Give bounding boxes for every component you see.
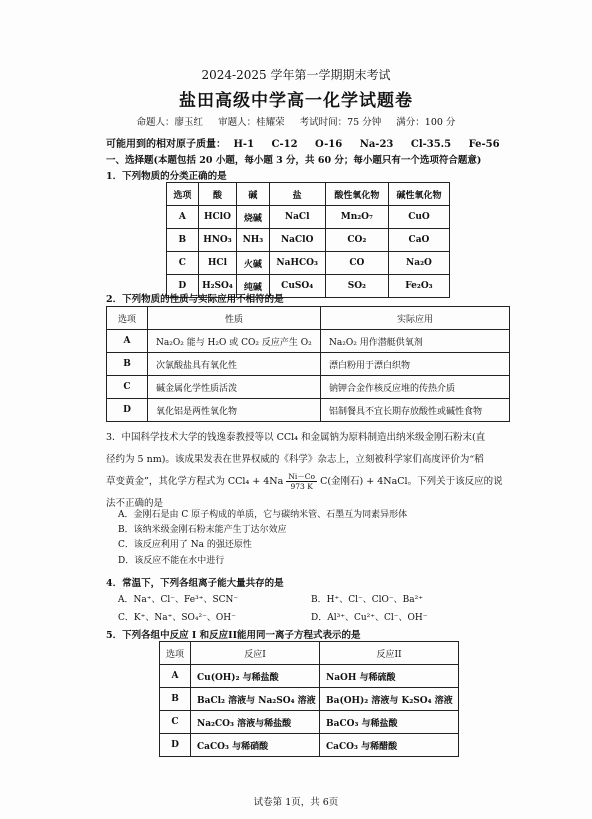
condition-temperature: 973 K xyxy=(290,482,313,491)
masses-label: 可能用到的相对原子质量： xyxy=(106,139,226,150)
table-cell: CaO xyxy=(388,229,449,252)
table-cell: Na₂O xyxy=(388,252,449,275)
question-5-stem: 5．下列各组中反应 I 和反应II能用同一离子方程式表示的是 xyxy=(106,630,361,641)
table-row xyxy=(107,399,510,422)
page-title: 盐田高级中学高一化学试题卷 xyxy=(179,91,413,111)
exam-info xyxy=(0,114,592,128)
table-header-row xyxy=(160,642,459,665)
table-cell: A xyxy=(167,206,199,229)
question-2-table xyxy=(106,306,510,422)
table-cell: BaCl₂ 溶液与 Na₂SO₄ 溶液 xyxy=(191,688,320,711)
table-cell: HClO xyxy=(198,206,237,229)
q3-line: 径约为 5 nm)。该成果发表在世界权威的《科学》杂志上，立刻被科学家们高度评价为“稻 xyxy=(106,454,484,465)
table-cell: Fe₂O₃ xyxy=(388,275,449,298)
table-row xyxy=(160,734,459,757)
table-header: 反应II xyxy=(320,642,459,665)
q4-option-b: B．H⁺、Cl⁻、ClO⁻、Ba²⁺ xyxy=(311,595,423,605)
page-footer: 试卷第 1页，共 6页 xyxy=(253,797,339,808)
mass-item: Na-23 xyxy=(359,139,394,150)
table-cell: CuO xyxy=(388,206,449,229)
table-cell: B xyxy=(160,688,191,711)
table-header-row xyxy=(167,183,450,206)
table-header-row xyxy=(107,307,510,330)
table-cell: C xyxy=(167,252,199,275)
section-heading: 一、选择题(本题包括 20 小题，每小题 3 分，共 60 分；每小题只有一个选项符合题意) xyxy=(106,155,482,166)
table-cell: NH₃ xyxy=(237,229,269,252)
condition-catalyst: Ni－Co xyxy=(288,472,316,481)
mass-item: H-1 xyxy=(233,139,255,150)
table-cell: CuSO₄ xyxy=(269,275,325,298)
duration: 考试时间：75 分钟 xyxy=(299,117,382,128)
table-cell: NaHCO₃ xyxy=(269,252,325,275)
q4-option-d: D．Al³⁺、Cu²⁺、Cl⁻、OH⁻ xyxy=(311,613,428,623)
table-cell: CaCO₃ 与稀硝酸 xyxy=(191,734,320,757)
question-5-table xyxy=(159,641,459,757)
table-cell: CO₂ xyxy=(325,229,388,252)
mass-item: Cl-35.5 xyxy=(410,139,452,150)
table-cell: NaClO xyxy=(269,229,325,252)
q3-option-d: D．该反应不能在水中进行 xyxy=(118,556,225,566)
table-row xyxy=(167,252,450,275)
table-row xyxy=(160,688,459,711)
table-header: 性质 xyxy=(148,307,321,330)
question-4-stem: 4．常温下，下列各组离子能大量共存的是 xyxy=(106,578,284,589)
table-row xyxy=(107,353,510,376)
table-cell: Na₂CO₃ 溶液与稀盐酸 xyxy=(191,711,320,734)
question-3-stem xyxy=(106,427,516,515)
table-cell: A xyxy=(160,665,191,688)
table-row xyxy=(167,229,450,252)
question-1-table xyxy=(166,182,450,298)
table-cell: CO xyxy=(325,252,388,275)
q3-option-b: B．该纳米级金刚石粉末能产生丁达尔效应 xyxy=(118,525,287,535)
table-cell: A xyxy=(107,330,148,353)
q3-line: C(金刚石) + 4NaCl。下列关于该反应的说 xyxy=(320,476,503,487)
setter: 命题人：廖玉红 xyxy=(136,117,204,128)
table-cell: Na₂O₂ 用作潜艇供氧剂 xyxy=(321,330,510,353)
mass-item: C-12 xyxy=(271,139,298,150)
table-row xyxy=(160,665,459,688)
table-cell: D xyxy=(167,275,199,298)
mass-item: O-16 xyxy=(315,139,343,150)
table-header: 碱 xyxy=(237,183,269,206)
atomic-masses xyxy=(106,135,514,150)
table-cell: 碱金属化学性质活泼 xyxy=(148,376,321,399)
table-header: 选项 xyxy=(160,642,191,665)
table-row xyxy=(107,330,510,353)
table-cell: Mn₂O₇ xyxy=(325,206,388,229)
table-cell: Na₂O₂ 能与 H₂O 或 CO₂ 反应产生 O₂ xyxy=(148,330,321,353)
table-cell: BaCO₃ 与稀盐酸 xyxy=(320,711,459,734)
table-row xyxy=(107,376,510,399)
q4-option-c: C．K⁺、Na⁺、SO₄²⁻、OH⁻ xyxy=(118,613,236,623)
table-cell: 次氯酸盐具有氧化性 xyxy=(148,353,321,376)
q4-option-a: A．Na⁺、Cl⁻、Fe³⁺、SCN⁻ xyxy=(118,595,239,605)
q3-option-c: C．该反应利用了 Na 的强还原性 xyxy=(118,540,252,550)
table-header: 碱性氧化物 xyxy=(388,183,449,206)
table-cell: D xyxy=(160,734,191,757)
reaction-condition xyxy=(286,472,317,491)
table-cell: B xyxy=(167,229,199,252)
table-cell: 纯碱 xyxy=(237,275,269,298)
table-cell: C xyxy=(160,711,191,734)
table-header: 选项 xyxy=(107,307,148,330)
table-header: 盐 xyxy=(269,183,325,206)
table-cell: 氧化铝是两性氧化物 xyxy=(148,399,321,422)
table-cell: CaCO₃ 与稀醋酸 xyxy=(320,734,459,757)
table-cell: H₂SO₄ xyxy=(198,275,237,298)
table-header: 酸性氧化物 xyxy=(325,183,388,206)
q3-line: 草变黄金”，其化学方程式为 CCl₄ + 4Na xyxy=(106,476,284,487)
table-cell: 钠钾合金作核反应堆的传热介质 xyxy=(321,376,510,399)
table-cell: B xyxy=(107,353,148,376)
table-cell: D xyxy=(107,399,148,422)
exam-name: 2024-2025 学年第一学期期末考试 xyxy=(201,68,391,82)
q3-line: 法不正确的是 xyxy=(106,498,164,509)
table-cell: Cu(OH)₂ 与稀盐酸 xyxy=(191,665,320,688)
table-cell: 漂白粉用于漂白织物 xyxy=(321,353,510,376)
table-cell: C xyxy=(107,376,148,399)
full-score: 满分：100 分 xyxy=(396,117,456,128)
table-cell: HCl xyxy=(198,252,237,275)
table-header: 选项 xyxy=(167,183,199,206)
mass-item: Fe-56 xyxy=(468,139,500,150)
q3-equation-line xyxy=(106,471,516,493)
table-header: 实际应用 xyxy=(321,307,510,330)
table-cell: NaCl xyxy=(269,206,325,229)
table-header: 酸 xyxy=(198,183,237,206)
table-cell: SO₂ xyxy=(325,275,388,298)
q3-line: 3．中国科学技术大学的钱逸泰教授等以 CCl₄ 和金属钠为原料制造出纳米级金刚石粉末(直 xyxy=(106,432,486,443)
table-header: 反应I xyxy=(191,642,320,665)
table-cell: NaOH 与稀硫酸 xyxy=(320,665,459,688)
table-row xyxy=(167,206,450,229)
question-1-stem: 1．下列物质的分类正确的是 xyxy=(106,171,227,182)
table-row xyxy=(160,711,459,734)
table-cell: 火碱 xyxy=(237,252,269,275)
reviewer: 审题人：桂耀荣 xyxy=(218,117,285,128)
question-2-stem: 2．下列物质的性质与实际应用不相符的是 xyxy=(106,294,284,305)
table-cell: HNO₃ xyxy=(198,229,237,252)
table-cell: 烧碱 xyxy=(237,206,269,229)
table-cell: 铝制餐具不宜长期存放酸性或碱性食物 xyxy=(321,399,510,422)
q3-option-a: A．金刚石是由 C 原子构成的单质，它与碳纳米管、石墨互为同素异形体 xyxy=(118,510,408,520)
table-cell: Ba(OH)₂ 溶液与 K₂SO₄ 溶液 xyxy=(320,688,459,711)
